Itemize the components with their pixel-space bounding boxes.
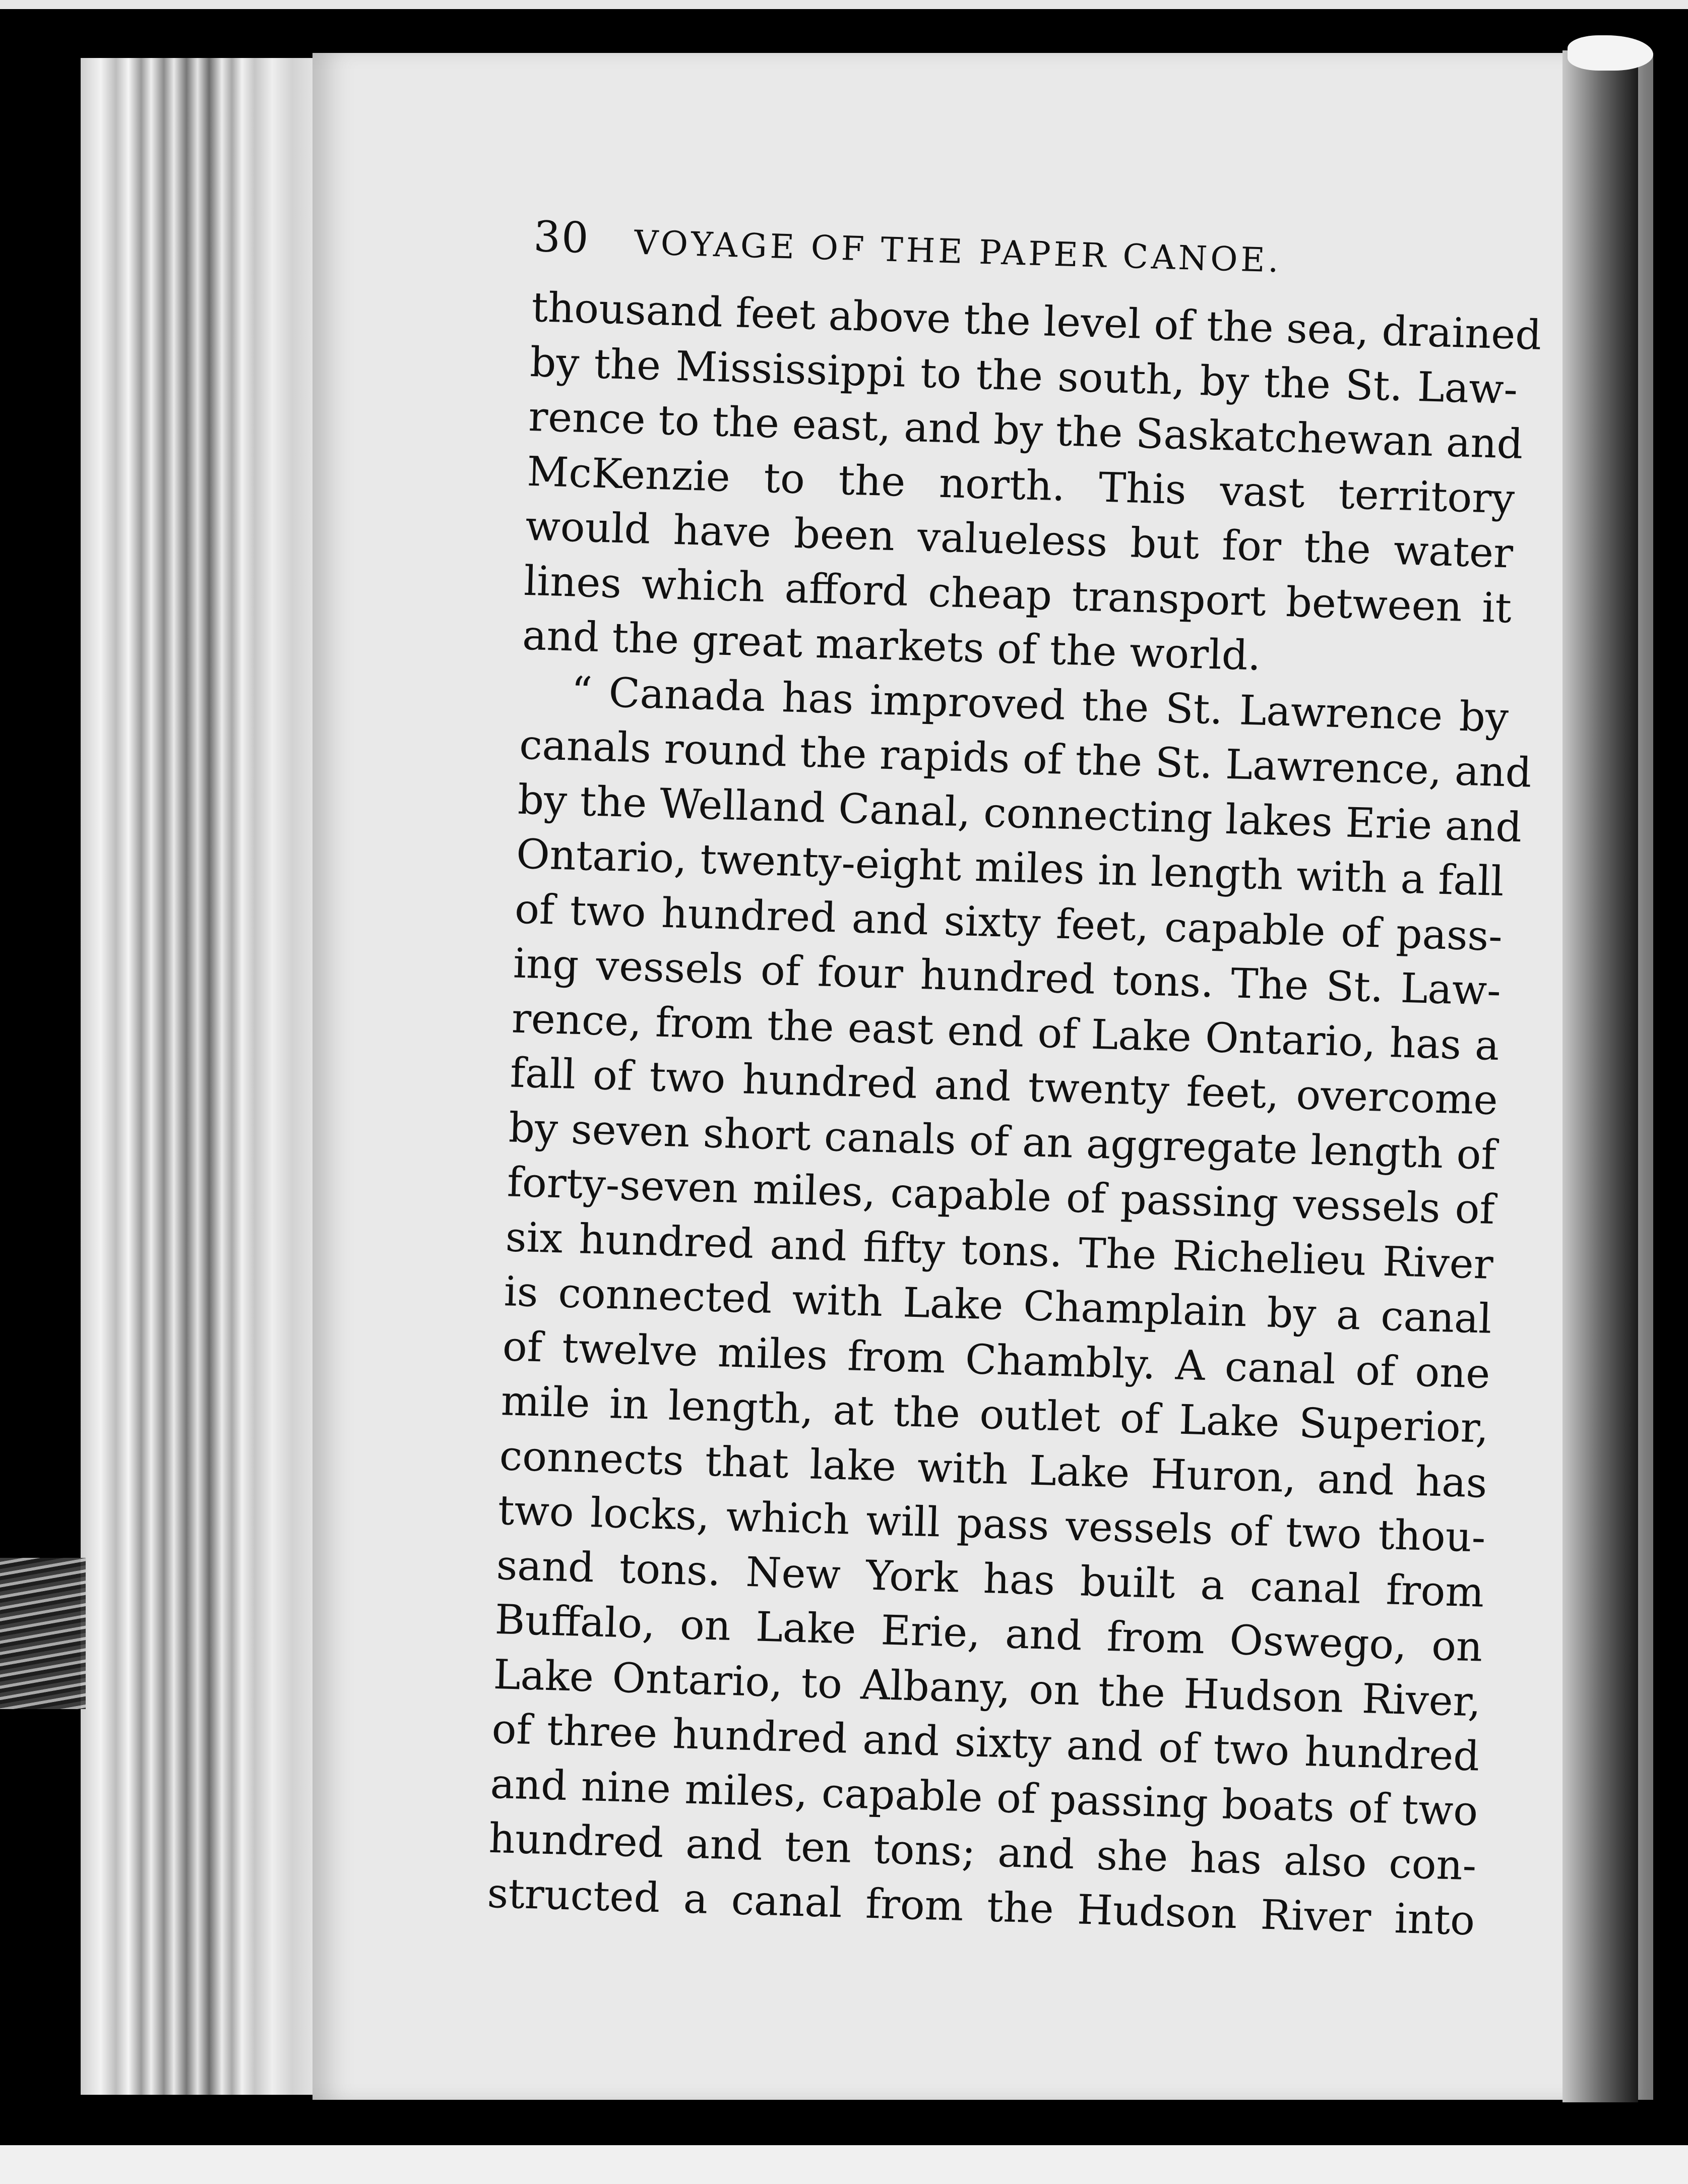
text-line: Buffalo, on Lake Erie, and from Oswego, on [494, 1596, 1483, 1671]
text-line: mile in length, at the outlet of Lake Superior, [500, 1377, 1489, 1452]
stacked-page-edges [81, 58, 343, 2095]
text-line: of twelve miles from Chambly. A canal of one [502, 1322, 1491, 1398]
film-top-edge [0, 0, 1688, 9]
text-line: structed a canal from the Hudson River into [486, 1869, 1476, 1945]
text-line: ing vessels of four hundred tons. The St. Law- [513, 940, 1502, 1015]
text-line: sand tons. New York has built a canal from [495, 1541, 1485, 1617]
text-line: of two hundred and sixty feet, capable of pass- [514, 885, 1503, 960]
text-line: by the Mississippi to the south, by the St. Law- [529, 338, 1519, 414]
text-line: lines which afford cheap transport between it [523, 557, 1513, 632]
text-line: of three hundred and sixty and of two hundred [491, 1705, 1480, 1781]
page-number: 30 [533, 212, 590, 263]
text-line: connects that lake with Lake Huron, and has [498, 1432, 1488, 1507]
text-line: “ Canada has improved the St. Lawrence by [571, 668, 1510, 742]
film-bottom-edge [0, 2145, 1688, 2184]
text-line: canals round the rapids of the St. Lawrence, and [519, 721, 1532, 797]
text-line: McKenzie to the north. This vast territory [526, 448, 1516, 523]
text-line: fall of two hundred and twenty feet, overcome [509, 1049, 1498, 1125]
dust-spot [1568, 35, 1653, 71]
text-line: hundred and ten tons; and she has also con- [488, 1814, 1477, 1890]
text-line: Lake Ontario, to Albany, on the Hudson River, [492, 1651, 1482, 1726]
text-line: and nine miles, capable of passing boats of two [489, 1760, 1479, 1835]
text-line: two locks, which will pass vessels of two thou- [497, 1487, 1486, 1562]
text-line: rence, from the east end of Lake Ontario, has a [511, 994, 1500, 1070]
text-line: is connected with Lake Champlain by a canal [503, 1268, 1492, 1343]
text-line: Ontario, twenty-eight miles in length with a fall [516, 830, 1505, 906]
text-line: by seven short canals of an aggregate length of [508, 1104, 1497, 1179]
page-text-block [486, 212, 1542, 1948]
text-line: rence to the east, and by the Saskatchewan and [528, 393, 1524, 468]
text-line: and the great markets of the world. [522, 612, 1262, 680]
film-smudge [0, 1558, 86, 1709]
text-line: six hundred and fifty tons. The Richelieu River [505, 1213, 1494, 1289]
text-line: would have been valueless but for the water [525, 502, 1514, 578]
text-line: forty-seven miles, capable of passing vessels of [506, 1159, 1495, 1234]
text-line: thousand feet above the level of the sea, drained [531, 283, 1542, 359]
text-line: by the Welland Canal, connecting lakes Erie and [517, 776, 1523, 852]
running-title: VOYAGE OF THE PAPER CANOE. [634, 223, 1282, 280]
gutter-shadow [1562, 50, 1638, 2102]
